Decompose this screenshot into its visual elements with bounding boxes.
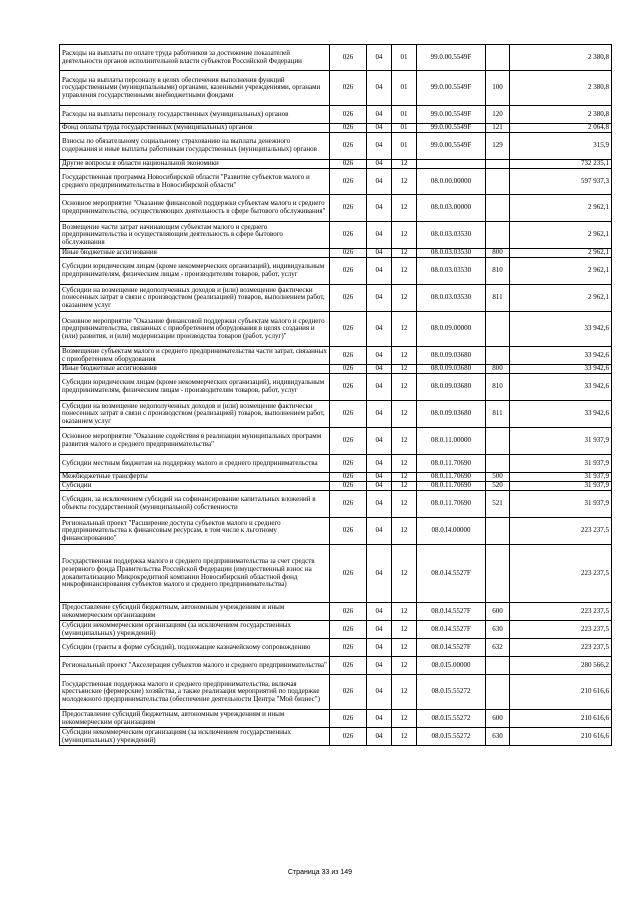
table-row (60, 365, 612, 374)
row-name: Государственная поддержка малого и среднего предпринимательства, включая крестьянские (фермерские) хозяйства, а также реализация мероприятий по поддержке молодежного предпринимательства (обеспечение деятельности Центра "Мой бизнес") (60, 675, 330, 710)
table-row (60, 491, 612, 518)
target-article-code: 08.0.I5.55272 (417, 710, 486, 728)
amount: 31 937,9 (510, 491, 612, 518)
subsection-code: 12 (392, 675, 417, 710)
section-code: 04 (367, 285, 392, 312)
row-name: Субсидии (60, 482, 330, 491)
ved-code: 026 (330, 124, 367, 133)
amount: 31 937,9 (510, 482, 612, 491)
target-article-code: 08.0.I4.5527F (417, 621, 486, 639)
ved-code: 026 (330, 312, 367, 347)
table-row (60, 401, 612, 428)
row-name: Основное мероприятие "Оказание содействия в реализации муниципальных программ развития малого и среднего предпринимательства" (60, 428, 330, 455)
subsection-code: 12 (392, 169, 417, 195)
ved-code: 026 (330, 473, 367, 482)
target-article-code: 08.0.11.70690 (417, 482, 486, 491)
target-article-code: 99.0.00.5549F (417, 133, 486, 160)
section-code: 04 (367, 249, 392, 258)
amount: 210 616,6 (510, 710, 612, 728)
table-row (60, 195, 612, 222)
section-code: 04 (367, 657, 392, 675)
section-code: 04 (367, 258, 392, 285)
row-name: Иные бюджетные ассигнования (60, 365, 330, 374)
table-row (60, 71, 612, 106)
target-article-code: 08.0.03.03530 (417, 285, 486, 312)
subsection-code: 12 (392, 312, 417, 347)
row-name: Субсидии местным бюджетам на поддержку малого и среднего предпринимательства (60, 455, 330, 473)
ved-code: 026 (330, 45, 367, 71)
table-row (60, 657, 612, 675)
amount: 2 962,1 (510, 249, 612, 258)
table-row (60, 169, 612, 195)
section-code: 04 (367, 45, 392, 71)
subsection-code: 12 (392, 365, 417, 374)
ved-code: 026 (330, 710, 367, 728)
subsection-code: 12 (392, 621, 417, 639)
row-name: Предоставление субсидий бюджетным, автономным учреждениям и иным некоммерческим организациям (60, 603, 330, 621)
amount: 223 237,5 (510, 639, 612, 657)
section-code: 04 (367, 473, 392, 482)
section-code: 04 (367, 545, 392, 603)
subsection-code: 12 (392, 428, 417, 455)
expense-type-code: 521 (486, 491, 510, 518)
table-row (60, 710, 612, 728)
expense-type-code (486, 518, 510, 545)
expense-type-code: 811 (486, 401, 510, 428)
row-name: Региональный проект "Акселерация субъектов малого и среднего предпринимательства" (60, 657, 330, 675)
subsection-code: 12 (392, 249, 417, 258)
ved-code: 026 (330, 545, 367, 603)
amount: 31 937,9 (510, 455, 612, 473)
amount: 2 064,8 (510, 124, 612, 133)
row-name: Возмещение части затрат начинающим субъектам малого и среднего предпринимательства и осуществляющим деятельность в сфере бытового обслуживания (60, 222, 330, 249)
table-row (60, 675, 612, 710)
section-code: 04 (367, 603, 392, 621)
expense-type-code: 630 (486, 728, 510, 746)
amount: 33 942,6 (510, 374, 612, 401)
budget-table-body (60, 45, 612, 746)
section-code: 04 (367, 365, 392, 374)
amount: 33 942,6 (510, 347, 612, 365)
amount: 2 380,8 (510, 71, 612, 106)
ved-code: 026 (330, 365, 367, 374)
row-name: Возмещение субъектам малого и среднего предпринимательства части затрат, связанных с приобретением оборудования (60, 347, 330, 365)
ved-code: 026 (330, 347, 367, 365)
target-article-code: 08.0.03.00000 (417, 195, 486, 222)
ved-code: 026 (330, 657, 367, 675)
amount: 2 962,1 (510, 195, 612, 222)
subsection-code: 12 (392, 160, 417, 169)
section-code: 04 (367, 71, 392, 106)
row-name: Субсидии на возмещение недополученных доходов и (или) возмещение фактически понесенных затрат в связи с производством (реализацией) товаров, выполнением работ, оказанием услуг (60, 401, 330, 428)
ved-code: 026 (330, 160, 367, 169)
section-code: 04 (367, 347, 392, 365)
amount: 223 237,5 (510, 621, 612, 639)
table-row (60, 285, 612, 312)
section-code: 04 (367, 160, 392, 169)
ved-code: 026 (330, 249, 367, 258)
row-name: Субсидии юридическим лицам (кроме некоммерческих организаций), индивидуальным предпринимателям, физическим лицам - производителям товаров, работ, услуг (60, 374, 330, 401)
expense-type-code (486, 657, 510, 675)
target-article-code: 08.0.03.03530 (417, 222, 486, 249)
expense-type-code: 129 (486, 133, 510, 160)
target-article-code: 08.0.11.70690 (417, 491, 486, 518)
subsection-code: 12 (392, 347, 417, 365)
table-row (60, 473, 612, 482)
amount: 2 962,1 (510, 285, 612, 312)
table-row (60, 45, 612, 71)
amount: 280 566,2 (510, 657, 612, 675)
section-code: 04 (367, 374, 392, 401)
table-row (60, 249, 612, 258)
subsection-code: 01 (392, 45, 417, 71)
expense-type-code: 810 (486, 374, 510, 401)
ved-code: 026 (330, 603, 367, 621)
section-code: 04 (367, 482, 392, 491)
ved-code: 026 (330, 195, 367, 222)
row-name: Основное мероприятие "Оказание финансовой поддержки субъектам малого и среднего предпринимательства, связанных с приобретением оборудования в целях создания и (или) развития, и (или) модернизации производства товаров (работ, услуг)" (60, 312, 330, 347)
expense-type-code (486, 545, 510, 603)
expense-type-code (486, 347, 510, 365)
row-name: Субсидии юридическим лицам (кроме некоммерческих организаций), индивидуальным предпринимателям, физическим лицам - производителям товаров, работ, услуг (60, 258, 330, 285)
subsection-code: 01 (392, 133, 417, 160)
target-article-code: 08.0.I4.5527F (417, 603, 486, 621)
expense-type-code: 630 (486, 621, 510, 639)
amount: 2 380,8 (510, 106, 612, 124)
subsection-code: 12 (392, 473, 417, 482)
expense-type-code (486, 195, 510, 222)
ved-code: 026 (330, 621, 367, 639)
amount: 223 237,5 (510, 603, 612, 621)
amount: 732 235,1 (510, 160, 612, 169)
ved-code: 026 (330, 71, 367, 106)
target-article-code: 99.0.00.5549F (417, 71, 486, 106)
section-code: 04 (367, 133, 392, 160)
expense-type-code: 600 (486, 603, 510, 621)
expense-type-code: 120 (486, 106, 510, 124)
subsection-code: 01 (392, 71, 417, 106)
table-row (60, 728, 612, 746)
subsection-code: 12 (392, 455, 417, 473)
subsection-code: 12 (392, 728, 417, 746)
section-code: 04 (367, 169, 392, 195)
table-row (60, 374, 612, 401)
table-row (60, 482, 612, 491)
expense-type-code: 800 (486, 249, 510, 258)
ved-code: 026 (330, 639, 367, 657)
amount: 223 237,5 (510, 518, 612, 545)
table-row (60, 222, 612, 249)
expense-type-code: 800 (486, 365, 510, 374)
row-name: Субсидии некоммерческим организациям (за исключением государственных (муниципальных) учреждений) (60, 728, 330, 746)
subsection-code: 12 (392, 639, 417, 657)
section-code: 04 (367, 728, 392, 746)
expense-type-code: 632 (486, 639, 510, 657)
amount: 223 237,5 (510, 545, 612, 603)
amount: 33 942,6 (510, 365, 612, 374)
expense-type-code (486, 169, 510, 195)
amount: 2 962,1 (510, 258, 612, 285)
row-name: Субсидии на возмещение недополученных доходов и (или) возмещение фактически понесенных затрат в связи с производством (реализацией) товаров, выполнением работ, оказанием услуг (60, 285, 330, 312)
row-name: Другие вопросы в области национальной экономики (60, 160, 330, 169)
section-code: 04 (367, 195, 392, 222)
ved-code: 026 (330, 106, 367, 124)
expense-type-code: 121 (486, 124, 510, 133)
row-name: Предоставление субсидий бюджетным, автономным учреждениям и иным некоммерческим организациям (60, 710, 330, 728)
section-code: 04 (367, 401, 392, 428)
target-article-code: 08.0.11.70690 (417, 455, 486, 473)
target-article-code: 08.0.I4.5527F (417, 545, 486, 603)
section-code: 04 (367, 428, 392, 455)
row-name: Фонд оплаты труда государственных (муниципальных) органов (60, 124, 330, 133)
expense-type-code: 811 (486, 285, 510, 312)
amount: 31 937,9 (510, 428, 612, 455)
row-name: Субсидии некоммерческим организациям (за исключением государственных (муниципальных) учреждений) (60, 621, 330, 639)
row-name: Государственная поддержка малого и среднего предпринимательства за счет средств резервного фонда Правительства Российской Федерации (имущественный взнос на докапитализацию Микрокредитной компании Новосибирский областной фонд микрофинансирования субъектов малого и среднего предпринимательства) (60, 545, 330, 603)
target-article-code: 08.0.09.00000 (417, 312, 486, 347)
ved-code: 026 (330, 455, 367, 473)
ved-code: 026 (330, 518, 367, 545)
section-code: 04 (367, 124, 392, 133)
target-article-code: 08.0.09.03680 (417, 374, 486, 401)
target-article-code (417, 160, 486, 169)
subsection-code: 12 (392, 518, 417, 545)
subsection-code: 12 (392, 491, 417, 518)
target-article-code: 08.0.I5.00000 (417, 657, 486, 675)
row-name: Иные бюджетные ассигнования (60, 249, 330, 258)
subsection-code: 01 (392, 124, 417, 133)
target-article-code: 08.0.I5.55272 (417, 728, 486, 746)
target-article-code: 08.0.11.00000 (417, 428, 486, 455)
section-code: 04 (367, 675, 392, 710)
expense-type-code: 520 (486, 482, 510, 491)
subsection-code: 12 (392, 657, 417, 675)
subsection-code: 12 (392, 374, 417, 401)
ved-code: 026 (330, 169, 367, 195)
target-article-code: 99.0.00.5549F (417, 45, 486, 71)
expense-type-code: 100 (486, 71, 510, 106)
amount: 210 616,6 (510, 728, 612, 746)
amount: 597 937,3 (510, 169, 612, 195)
subsection-code: 12 (392, 482, 417, 491)
target-article-code: 08.0.11.70690 (417, 473, 486, 482)
target-article-code: 08.0.09.03680 (417, 365, 486, 374)
ved-code: 026 (330, 482, 367, 491)
subsection-code: 12 (392, 545, 417, 603)
subsection-code: 12 (392, 285, 417, 312)
section-code: 04 (367, 455, 392, 473)
table-row (60, 347, 612, 365)
subsection-code: 12 (392, 603, 417, 621)
target-article-code: 08.0.03.03530 (417, 258, 486, 285)
ved-code: 026 (330, 222, 367, 249)
expense-type-code (486, 312, 510, 347)
row-name: Региональный проект "Расширение доступа субъектов малого и среднего предпринимательства к финансовым ресурсам, в том числе к льготному финансированию" (60, 518, 330, 545)
amount: 2 962,1 (510, 222, 612, 249)
ved-code: 026 (330, 374, 367, 401)
subsection-code: 12 (392, 195, 417, 222)
expense-type-code: 810 (486, 258, 510, 285)
row-name: Межбюджетные трансферты (60, 473, 330, 482)
ved-code: 026 (330, 491, 367, 518)
table-row (60, 603, 612, 621)
expense-type-code (486, 428, 510, 455)
budget-table (59, 44, 612, 746)
table-row (60, 455, 612, 473)
table-row (60, 621, 612, 639)
row-name: Субсидии, за исключением субсидий на софинансирование капитальных вложений в объекты государственной (муниципальной) собственности (60, 491, 330, 518)
section-code: 04 (367, 312, 392, 347)
page-number: Страница 33 из 149 (287, 869, 353, 876)
section-code: 04 (367, 639, 392, 657)
target-article-code: 08.0.03.03530 (417, 249, 486, 258)
section-code: 04 (367, 621, 392, 639)
table-row (60, 106, 612, 124)
subsection-code: 12 (392, 258, 417, 285)
ved-code: 026 (330, 675, 367, 710)
table-row (60, 518, 612, 545)
subsection-code: 01 (392, 106, 417, 124)
section-code: 04 (367, 491, 392, 518)
row-name: Субсидии (гранты в форме субсидий), подлежащие казначейскому сопровождению (60, 639, 330, 657)
ved-code: 026 (330, 728, 367, 746)
expense-type-code (486, 45, 510, 71)
row-name: Расходы на выплаты по оплате труда работников за достижение показателей деятельности органов исполнительной власти субъектов Российской Федерации (60, 45, 330, 71)
subsection-code: 12 (392, 222, 417, 249)
amount: 210 616,6 (510, 675, 612, 710)
amount: 33 942,6 (510, 401, 612, 428)
target-article-code: 08.0.I4.00000 (417, 518, 486, 545)
section-code: 04 (367, 222, 392, 249)
target-article-code: 08.0.09.03680 (417, 347, 486, 365)
row-name: Расходы на выплаты персоналу в целях обеспечения выполнения функций государственными (муниципальными) органами, казенными учреждениями, органами управления государственными внебюджетными фондами (60, 71, 330, 106)
amount: 2 380,8 (510, 45, 612, 71)
table-row (60, 545, 612, 603)
table-row (60, 428, 612, 455)
table-row (60, 133, 612, 160)
budget-table-container (59, 44, 611, 746)
section-code: 04 (367, 710, 392, 728)
expense-type-code (486, 160, 510, 169)
subsection-code: 12 (392, 710, 417, 728)
ved-code: 026 (330, 428, 367, 455)
expense-type-code: 600 (486, 710, 510, 728)
section-code: 04 (367, 106, 392, 124)
expense-type-code (486, 455, 510, 473)
ved-code: 026 (330, 258, 367, 285)
row-name: Основное мероприятие "Оказание финансовой поддержки субъектам малого и среднего предпринимательства, осуществляющих деятельность в сфере бытового обслуживания" (60, 195, 330, 222)
table-row (60, 312, 612, 347)
row-name: Взносы по обязательному социальному страхованию на выплаты денежного содержания и иные выплаты работникам государственных (муниципальных) органов (60, 133, 330, 160)
target-article-code: 99.0.00.5549F (417, 106, 486, 124)
table-row (60, 258, 612, 285)
section-code: 04 (367, 518, 392, 545)
amount: 315,9 (510, 133, 612, 160)
table-row (60, 160, 612, 169)
expense-type-code: 500 (486, 473, 510, 482)
row-name: Расходы на выплаты персоналу государственных (муниципальных) органов (60, 106, 330, 124)
target-article-code: 08.0.I5.55272 (417, 675, 486, 710)
ved-code: 026 (330, 285, 367, 312)
target-article-code: 99.0.00.5549F (417, 124, 486, 133)
target-article-code: 08.0.00.00000 (417, 169, 486, 195)
table-row (60, 124, 612, 133)
ved-code: 026 (330, 401, 367, 428)
expense-type-code (486, 222, 510, 249)
amount: 33 942,6 (510, 312, 612, 347)
ved-code: 026 (330, 133, 367, 160)
amount: 31 937,9 (510, 473, 612, 482)
row-name: Государственная программа Новосибирской области "Развитие субъектов малого и среднего предпринимательства в Новосибирской области" (60, 169, 330, 195)
subsection-code: 12 (392, 401, 417, 428)
target-article-code: 08.0.09.03680 (417, 401, 486, 428)
table-row (60, 639, 612, 657)
target-article-code: 08.0.I4.5527F (417, 639, 486, 657)
expense-type-code (486, 675, 510, 710)
